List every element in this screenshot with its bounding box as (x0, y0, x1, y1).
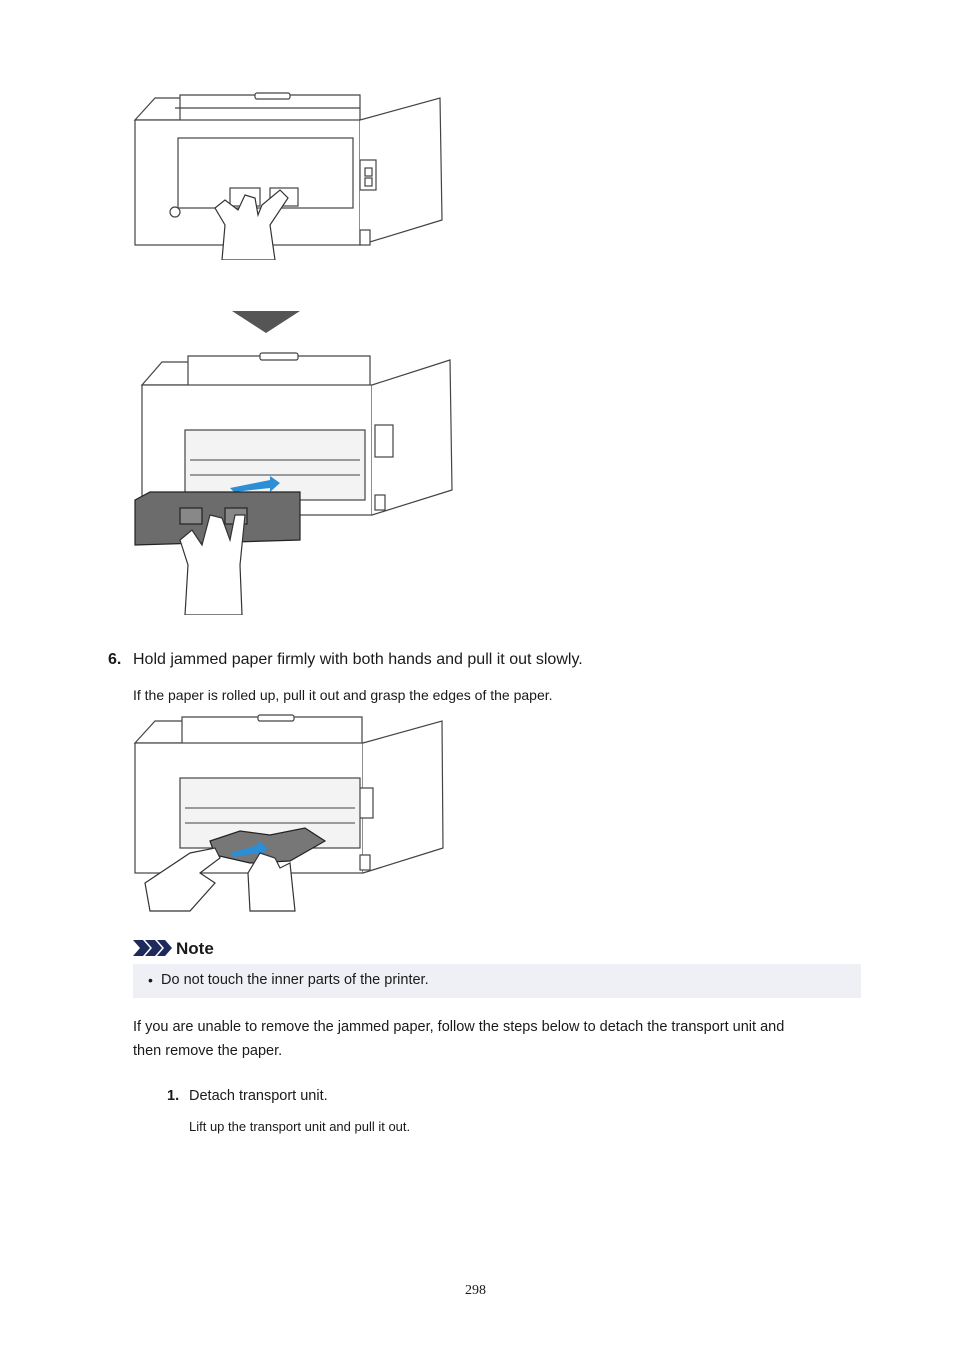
substep-number: 1. (167, 1088, 180, 1104)
printer-rear-cover-illustration (130, 90, 450, 260)
step-title: Hold jammed paper firmly with both hands and pull it out slowly. (133, 651, 583, 668)
note-box (133, 964, 861, 998)
bullet: • (148, 972, 153, 988)
note-label: Note (176, 939, 214, 958)
pull-jammed-paper-illustration (130, 713, 450, 913)
substep-description: Lift up the transport unit and pull it out. (189, 1119, 411, 1134)
paragraph-line2: then remove the paper. (133, 1043, 283, 1059)
step-description: If the paper is rolled up, pull it out and grasp the edges of the paper. (133, 687, 553, 703)
paragraph-line1: If you are unable to remove the jammed paper, follow the steps below to detach the transport unit and (133, 1019, 785, 1035)
note-item-text: Do not touch the inner parts of the printer. (161, 972, 429, 988)
printer-rear-cover-removed-illustration (130, 350, 455, 615)
down-triangle-arrow-icon (232, 311, 300, 333)
note-chevron-icon (133, 940, 173, 956)
page-number: 298 (465, 1283, 486, 1298)
step-number: 6. (108, 651, 122, 668)
substep-title: Detach transport unit. (189, 1088, 328, 1104)
